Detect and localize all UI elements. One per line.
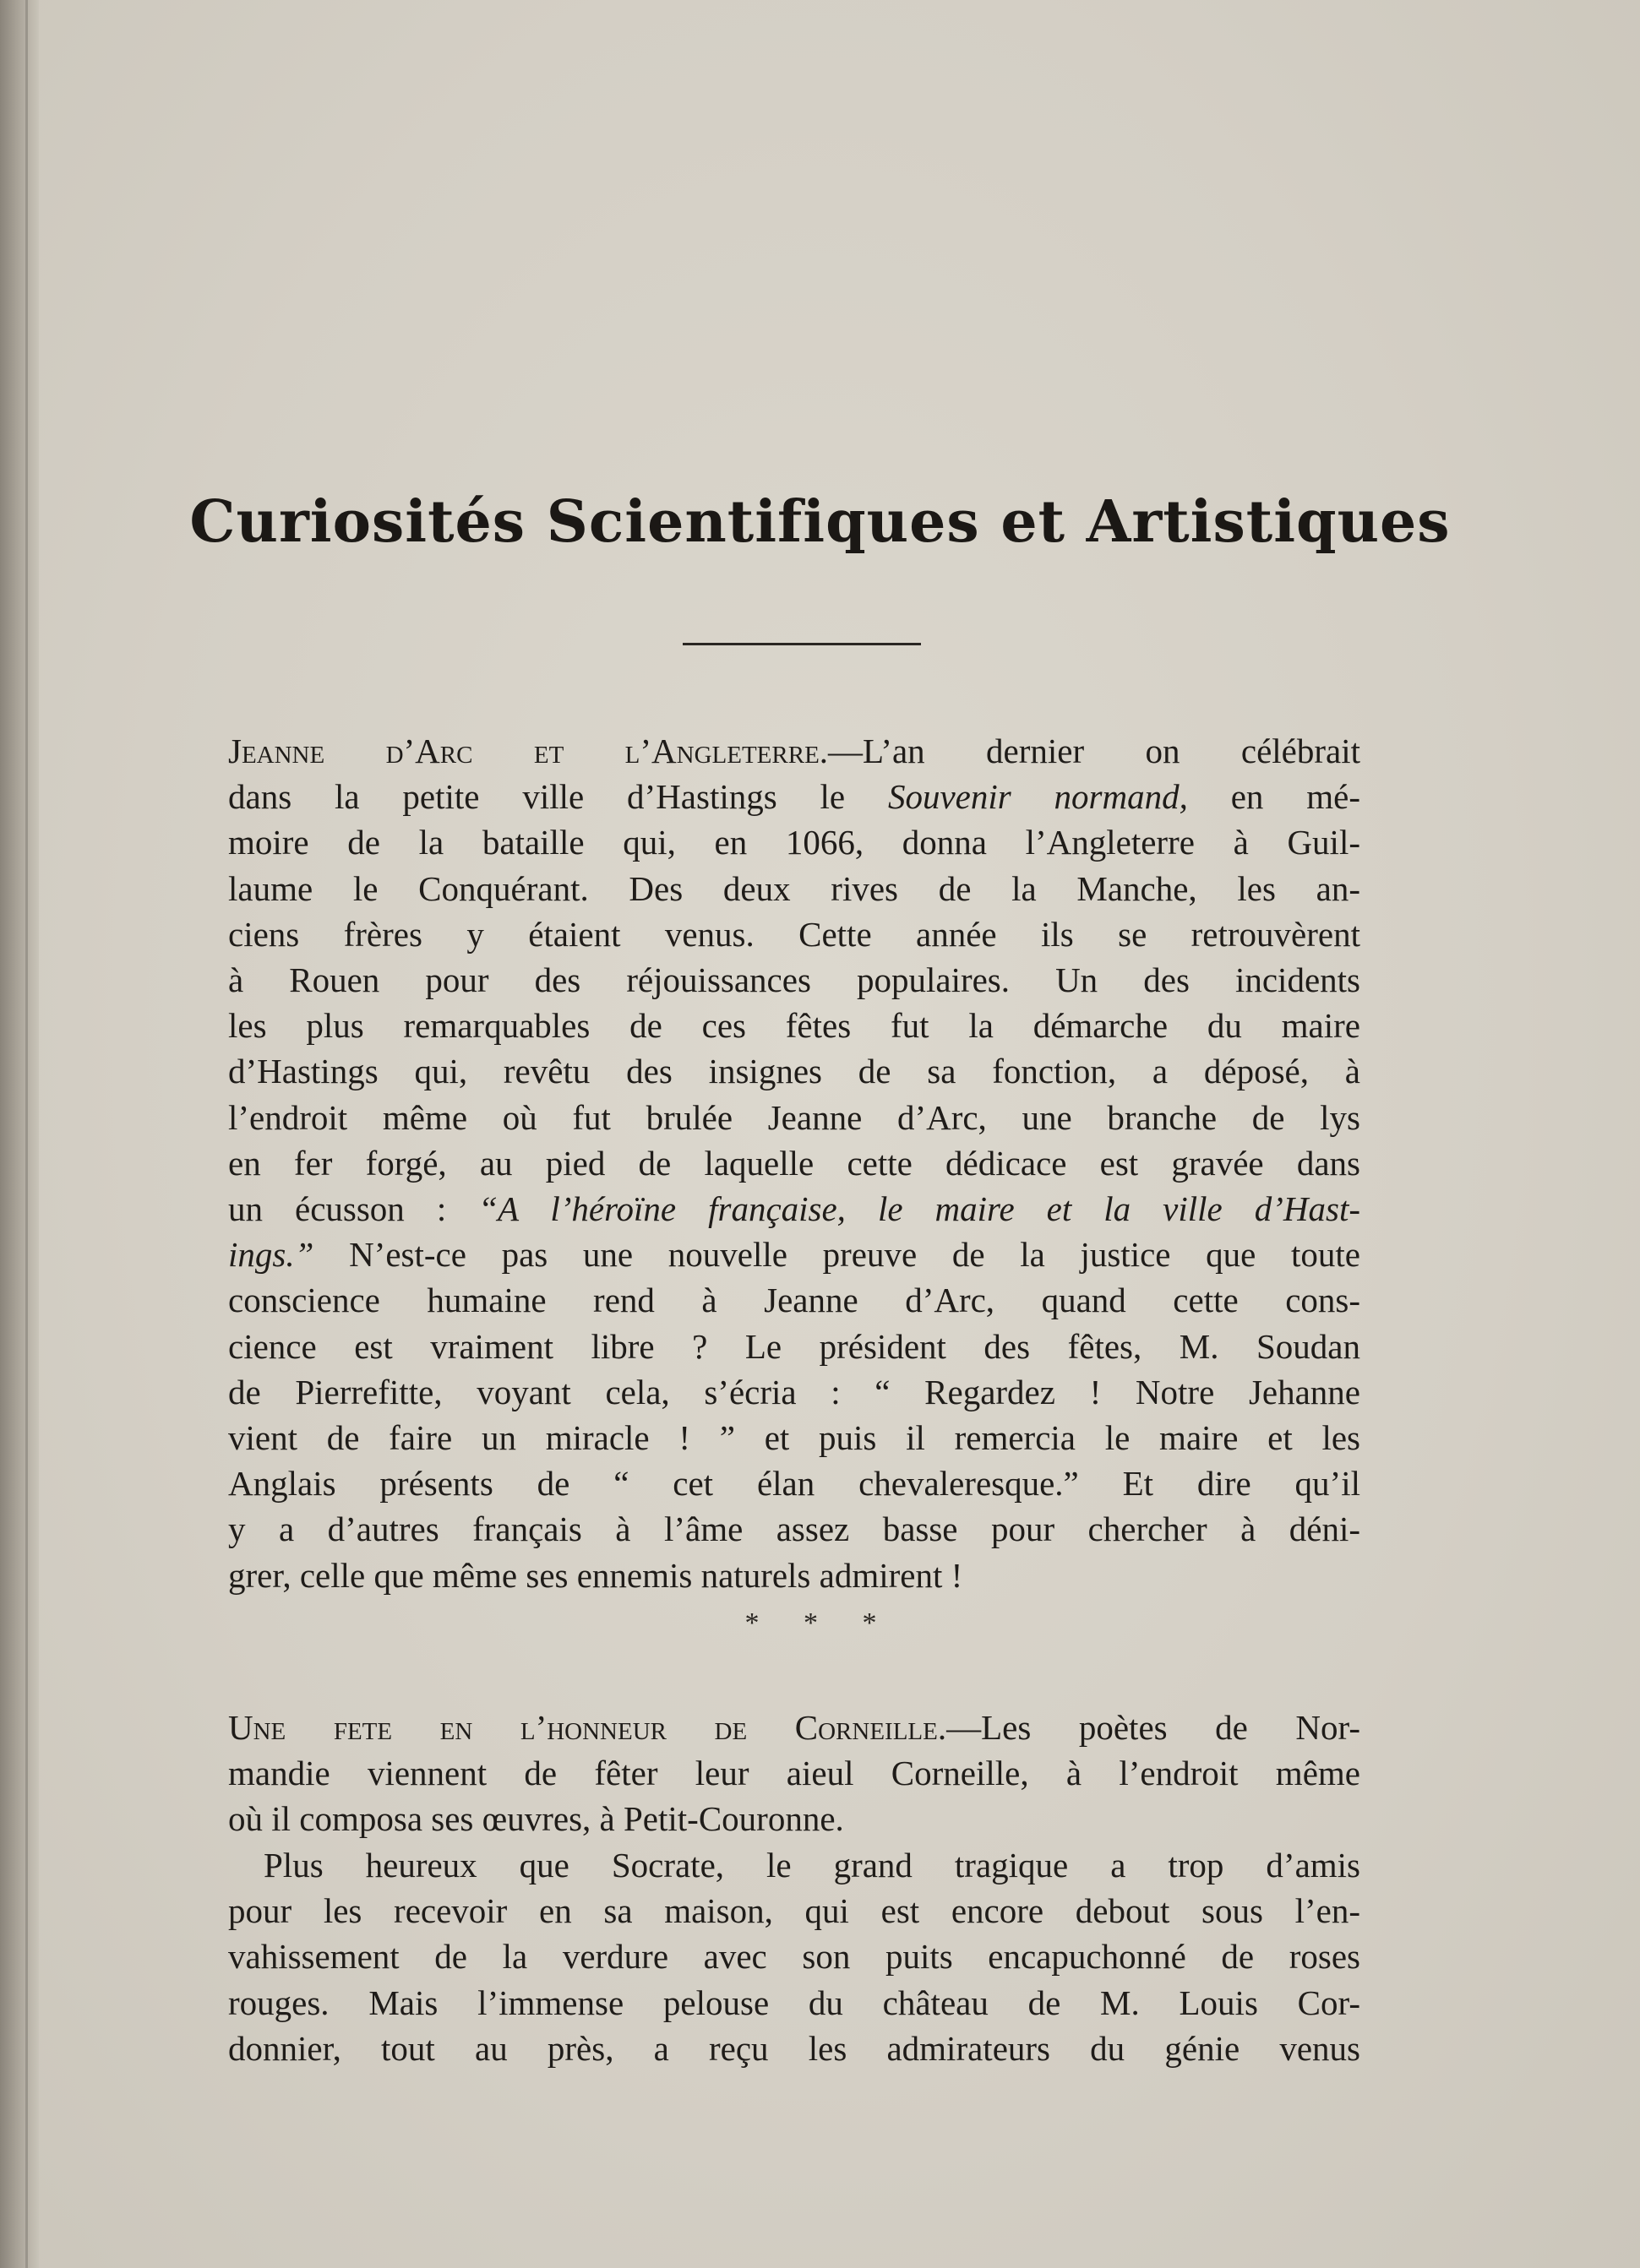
text-run: rouges. Mais l’immense pelouse du château de M. Louis Cor- <box>228 1982 1360 2022</box>
text-line <box>228 1796 1360 1841</box>
text-run: Plus heureux que Socrate, le grand tragique a trop d’amis <box>264 1846 1360 1885</box>
article-fete-corneille <box>228 1705 1360 1842</box>
text-line <box>228 1934 1360 1979</box>
page-title: Curiosités Scientifiques et Artistiques <box>189 488 1451 556</box>
text-run: conscience humaine rend à Jeanne d’Arc, quand cette cons- <box>228 1281 1360 1320</box>
binding-edge <box>25 0 28 2268</box>
text-run: mandie viennent de fêter leur aieul Corneille, à l’endroit même <box>228 1754 1360 1793</box>
text-line <box>228 911 1360 957</box>
text-run: moire de la bataille qui, en 1066, donna l’Angleterre à Guil- <box>228 823 1360 862</box>
text-line <box>228 1186 1360 1232</box>
text-line <box>228 1980 1360 2026</box>
text-line <box>228 1140 1360 1186</box>
text-line <box>228 1048 1360 1094</box>
text-run: cience est vraiment libre ? Le président des fêtes, M. Soudan <box>228 1326 1360 1366</box>
text-run: un écusson : <box>228 1189 479 1229</box>
text-line <box>228 1003 1360 1048</box>
italic-text: Souvenir normand, <box>887 777 1188 817</box>
text-run: donnier, tout au près, a reçu les admirateurs du génie venus <box>228 2028 1360 2068</box>
text-line <box>228 2026 1360 2071</box>
text-run: laume le Conquérant. Des deux rives de la Manche, les an- <box>228 868 1360 908</box>
text-run: ciens frères y étaient venus. Cette année ils se retrouvèrent <box>228 914 1360 954</box>
text-line <box>228 957 1360 1003</box>
article-heading: Jeanne d’Arc et l’Angleterre. <box>228 732 829 770</box>
text-line <box>228 1232 1360 1277</box>
italic-text: ings.” <box>228 1235 314 1275</box>
binding-gutter <box>0 0 39 2268</box>
article-jeanne-darc <box>228 728 1360 1598</box>
text-line <box>228 1888 1360 1934</box>
text-line <box>228 1460 1360 1506</box>
text-run: en mé- <box>1187 777 1360 817</box>
text-run: —Les poètes de Nor- <box>946 1708 1360 1747</box>
text-line <box>228 1705 1360 1750</box>
text-run: Anglais présents de “ cet élan chevaleresque.” Et dire qu’il <box>228 1464 1360 1504</box>
text-run: grer, celle que même ses ennemis naturels admirent ! <box>228 1555 963 1595</box>
section-separator: * * * <box>744 1607 896 1639</box>
text-run: les plus remarquables de ces fêtes fut la démarche du maire <box>228 1006 1360 1046</box>
text-line <box>228 1277 1360 1323</box>
text-line <box>228 728 1360 774</box>
text-run: y a d’autres français à l’âme assez basse pour chercher à déni- <box>228 1509 1360 1549</box>
text-run: à Rouen pour des réjouissances populaires. Un des incidents <box>228 960 1360 1000</box>
text-run: l’endroit même où fut brulée Jeanne d’Arc, une branche de lys <box>228 1097 1360 1137</box>
text-line <box>228 774 1360 819</box>
text-run: —L’an dernier on célébrait <box>828 732 1360 770</box>
text-run: de Pierrefitte, voyant cela, s’écria : “ Regardez ! Notre Jehanne <box>228 1372 1360 1411</box>
text-run: d’Hastings qui, revêtu des insignes de sa fonction, a déposé, à <box>228 1052 1360 1091</box>
article-corneille-continued <box>228 1842 1360 2071</box>
text-run: vahissement de la verdure avec son puits encapuchonné de roses <box>228 1937 1360 1977</box>
text-run: dans la petite ville d’Hastings le <box>228 777 888 817</box>
text-line <box>228 1553 1360 1598</box>
text-line <box>228 866 1360 911</box>
text-line <box>228 1750 1360 1796</box>
text-run: vient de faire un miracle ! ” et puis il remercia le maire et les <box>228 1418 1360 1458</box>
text-line <box>228 1324 1360 1369</box>
italic-text: “A l’héroïne française, le maire et la ville d’Hast- <box>478 1189 1360 1229</box>
title-rule <box>683 643 921 645</box>
text-line <box>228 1095 1360 1140</box>
text-line <box>228 1842 1360 1888</box>
text-run: pour les recevoir en sa maison, qui est encore debout sous l’en- <box>228 1891 1360 1931</box>
text-line <box>228 1369 1360 1415</box>
text-run: N’est-ce pas une nouvelle preuve de la justice que toute <box>313 1235 1360 1275</box>
text-line <box>228 1506 1360 1552</box>
text-run: où il composa ses œuvres, à Petit-Couronne. <box>228 1799 844 1839</box>
text-line <box>228 1415 1360 1460</box>
article-heading: Une fete en l’honneur de Corneille. <box>228 1708 947 1747</box>
text-run: en fer forgé, au pied de laquelle cette dédicace est gravée dans <box>228 1143 1360 1183</box>
text-line <box>228 819 1360 865</box>
